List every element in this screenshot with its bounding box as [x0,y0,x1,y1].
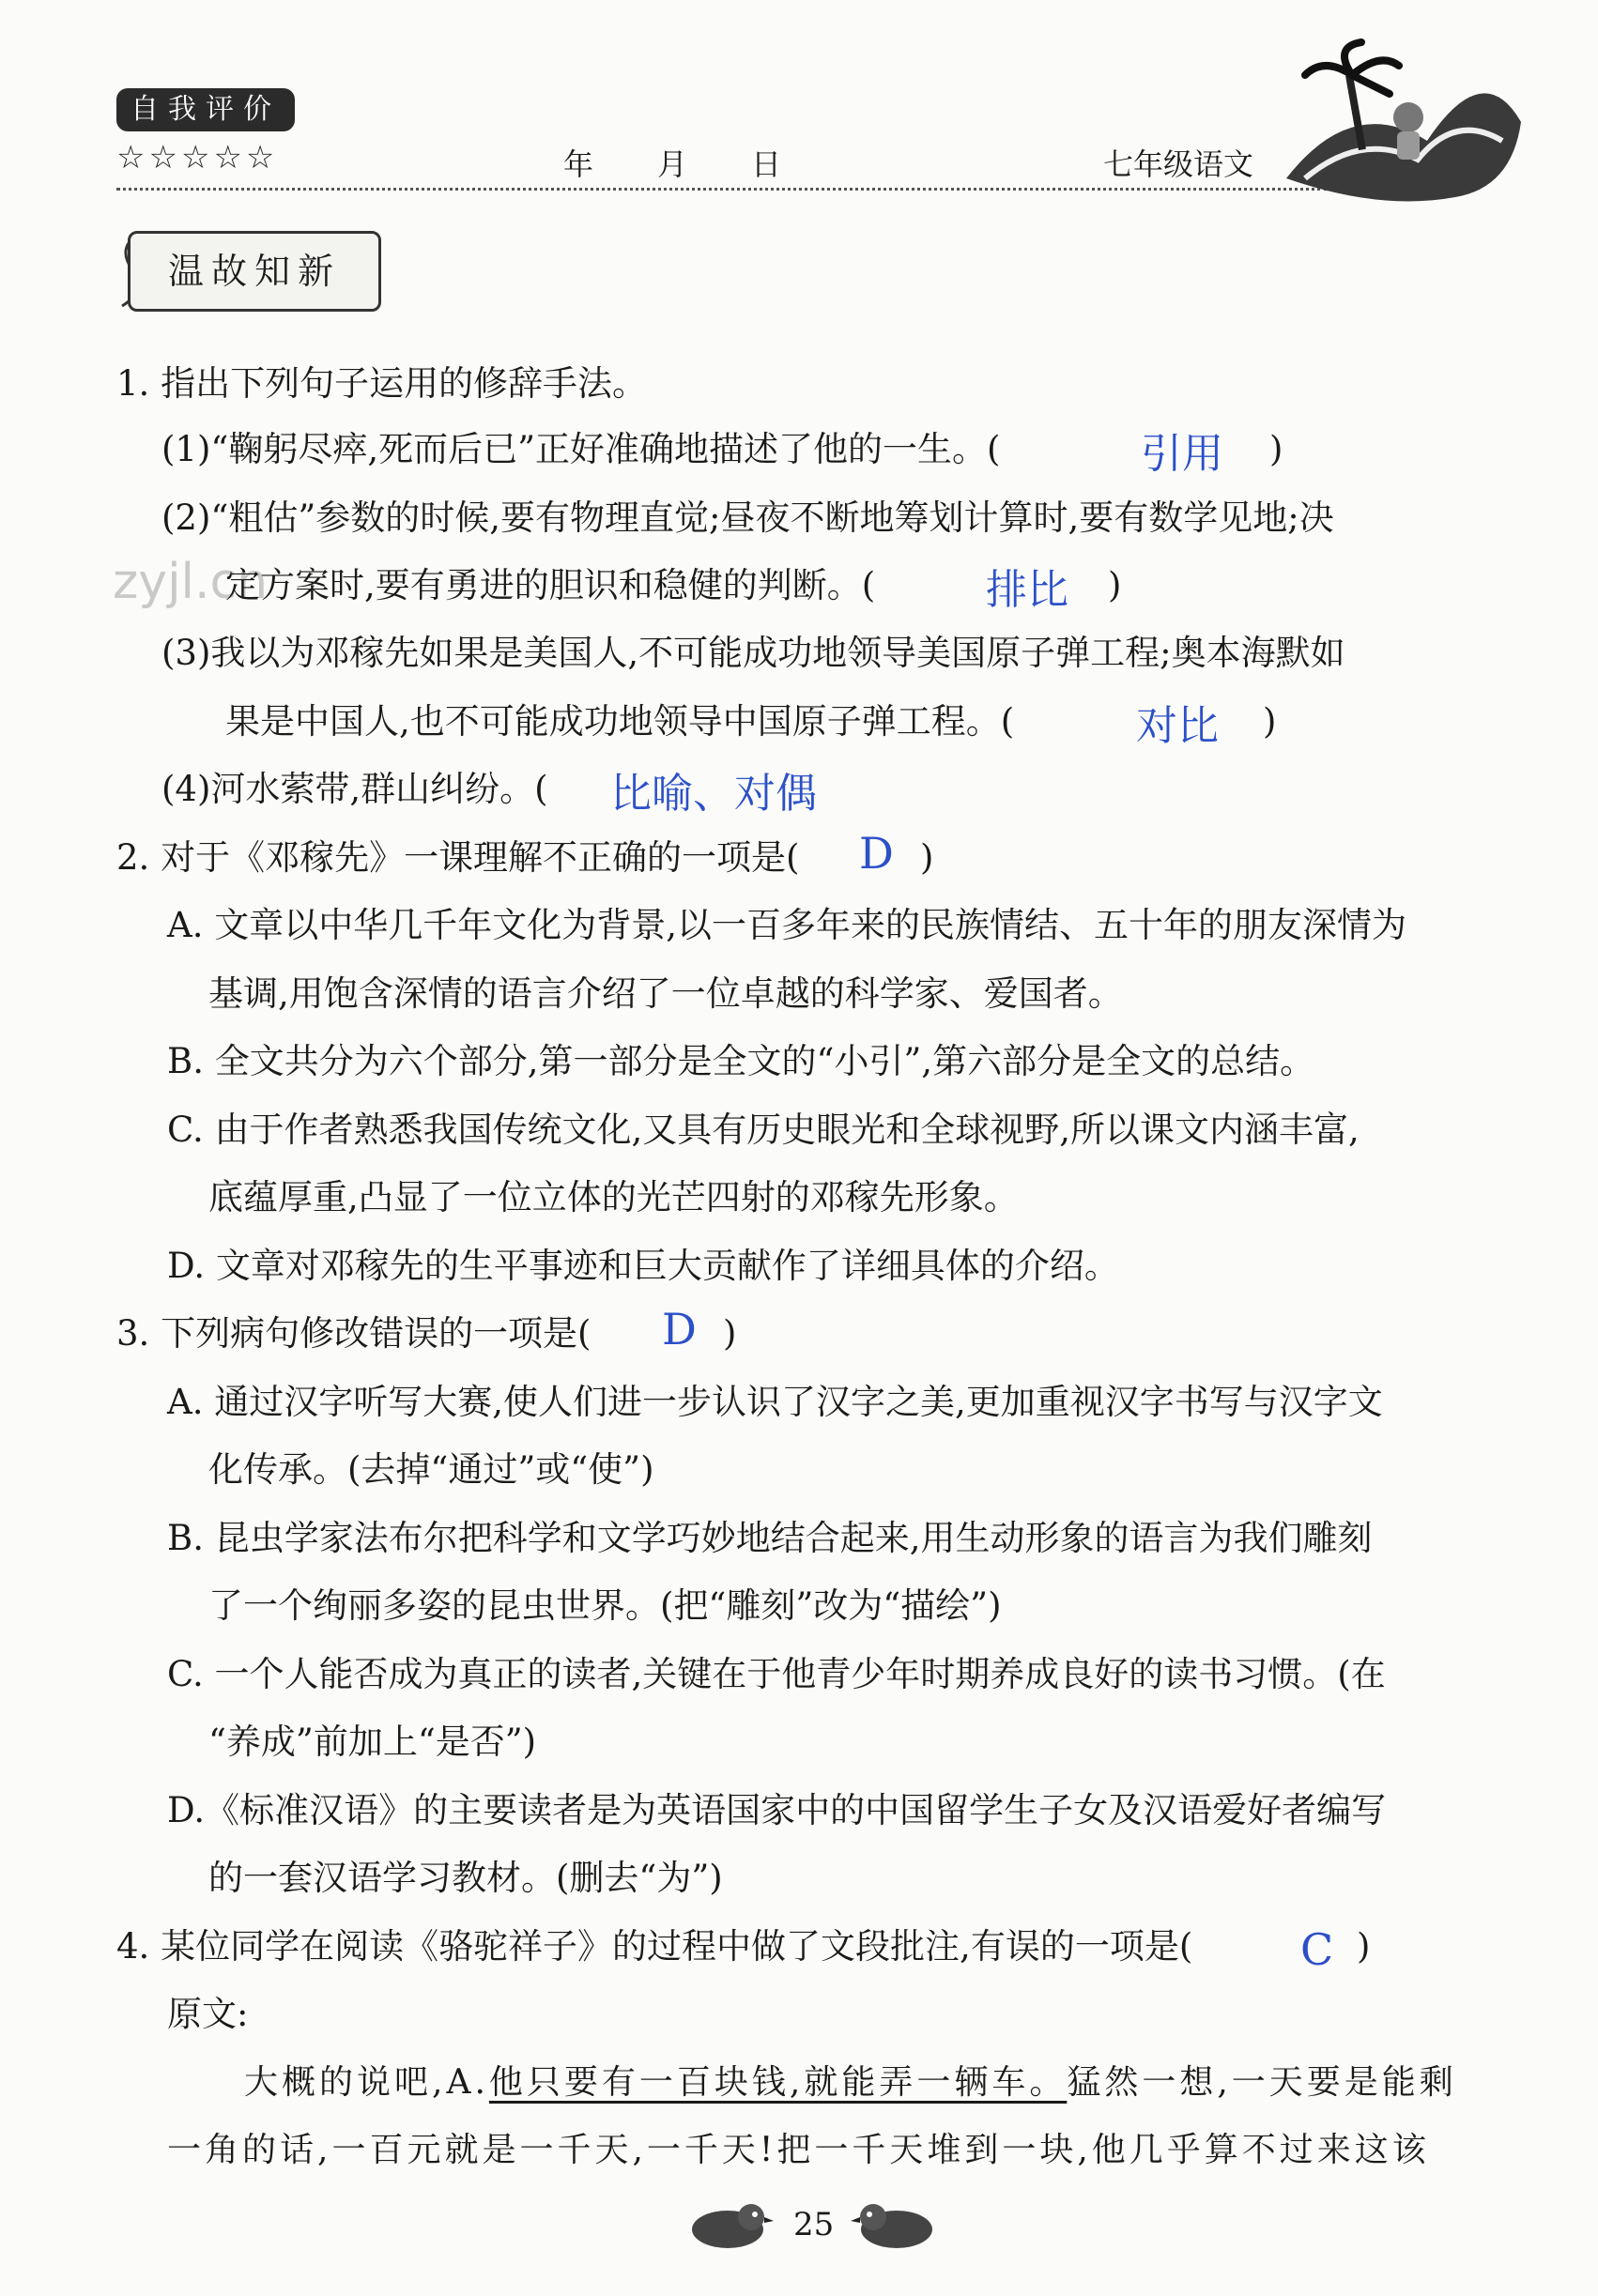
q2-stem: 2. 对于《邓稼先》一课理解不正确的一项是( [116,837,800,878]
header-divider [116,188,1328,191]
q2-option-c-line1: C. 由于作者熟悉我国传统文化,又具有历史眼光和全球视野,所以课文内涵丰富, [167,1110,1360,1150]
q1-item4: (4)河水萦带,群山纠纷。( [161,769,548,809]
q2-close: ) [920,837,934,878]
q4-passage-line1: 大概的说吧,A.他只要有一百块钱,就能弄一辆车。猛然一想,一天要是能剩 [244,2063,1457,2102]
q3-stem: 3. 下列病句修改错误的一项是( [116,1313,592,1354]
q1-item3-answer[interactable]: 对比 [1136,702,1219,750]
q3-option-b-line1: B. 昆虫学家法布尔把科学和文学巧妙地结合起来,用生动形象的语言为我们雕刻 [167,1518,1373,1558]
q2-option-a-line2: 基调,用饱含深情的语言介绍了一位卓越的科学家、爱国者。 [208,973,1123,1014]
q3-option-a-line1: A. 通过汉字听写大赛,使人们进一步认识了汉字之美,更加重视汉字书写与汉字文 [167,1382,1383,1422]
q4-underlined-sentence: 他只要有一百块钱,就能弄一辆车。 [488,2063,1068,2102]
q3-option-c-line1: C. 一个人能否成为真正的读者,关键在于他青少年时期养成良好的读书习惯。(在 [167,1654,1386,1694]
month-label: 月 [657,146,688,182]
q1-item2-answer[interactable]: 排比 [986,566,1068,614]
q4-stem: 4. 某位同学在阅读《骆驼祥子》的过程中做了文段批注,有误的一项是( [116,1926,1193,1967]
q1-item2-line2: 定方案时,要有勇进的胆识和稳健的判断。( [225,565,876,605]
q1-item4-answer[interactable]: 比喻、对偶 [610,770,817,818]
q3-option-d-line1: D.《标准汉语》的主要读者是为英语国家中的中国留学生子女及汉语爱好者编写 [167,1790,1387,1830]
q2-answer[interactable]: D [859,828,894,879]
q1-item2-line1: (2)“粗估”参数的时候,要有物理直觉;昼夜不断地筹划计算时,要有数学见地;决 [161,497,1334,538]
q3-close: ) [723,1313,737,1354]
page-number: 25 [793,2206,835,2243]
q1-item2-close: ) [1108,565,1122,605]
q3-option-b-line2: 了一个绚丽多姿的昆虫世界。(把“雕刻”改为“描绘”) [208,1585,1002,1626]
q3-option-a-line2: 化传承。(去掉“通过”或“使”) [208,1449,654,1490]
q4-original-label: 原文: [167,1994,249,2034]
q1-item1-close: ) [1269,429,1283,469]
q1-item1-answer[interactable]: 引用 [1141,430,1223,478]
q3-option-c-line2: “养成”前加上“是否”) [208,1722,537,1762]
q1-item3-line1: (3)我以为邓稼先如果是美国人,不可能成功地领导美国原子弹工程;奥本海默如 [161,633,1345,673]
q2-option-b: B. 全文共分为六个部分,第一部分是全文的“小引”,第六部分是全文的总结。 [167,1041,1315,1081]
q3-option-d-line2: 的一套汉语学习教材。(删去“为”) [208,1858,723,1898]
q1-item3-close: ) [1263,701,1277,742]
self-evaluation-badge: 自我评价 [116,88,295,131]
q2-option-d: D. 文章对邓稼先的生平事迹和巨大贡献作了详细具体的介绍。 [167,1246,1119,1286]
q4-answer[interactable]: C [1300,1924,1334,1975]
q4-close: ) [1357,1926,1371,1967]
left-bird-icon [685,2197,775,2253]
q4-passage-line2: 一角的话,一百元就是一千天,一千天!把一千天堆到一块,他几乎算不过来这该 [167,2131,1430,2169]
day-label: 日 [751,146,782,182]
q1-item3-line2: 果是中国人,也不可能成功地领导中国原子弹工程。( [225,701,1015,742]
right-bird-icon [850,2197,939,2253]
subject-label: 七年级语文 [1103,146,1254,182]
section-title: 温故知新 [128,231,381,312]
year-label: 年 [563,146,594,182]
rating-stars[interactable]: ☆☆☆☆☆ [116,139,279,176]
q2-option-c-line2: 底蕴厚重,凸显了一位立体的光芒四射的邓稼先形象。 [208,1177,1019,1217]
watermark: zyjl.cn [113,554,269,610]
q3-answer[interactable]: D [662,1304,697,1355]
q2-option-a-line1: A. 文章以中华几千年文化为背景,以一百多年来的民族情结、五十年的朋友深情为 [167,905,1407,945]
q1-item1: (1)“鞠躬尽瘁,死而后已”正好准确地描述了他的一生。( [161,429,1001,469]
q1-stem: 1. 指出下列句子运用的修辞手法。 [116,363,648,404]
island-wave-illustration [1268,38,1530,216]
